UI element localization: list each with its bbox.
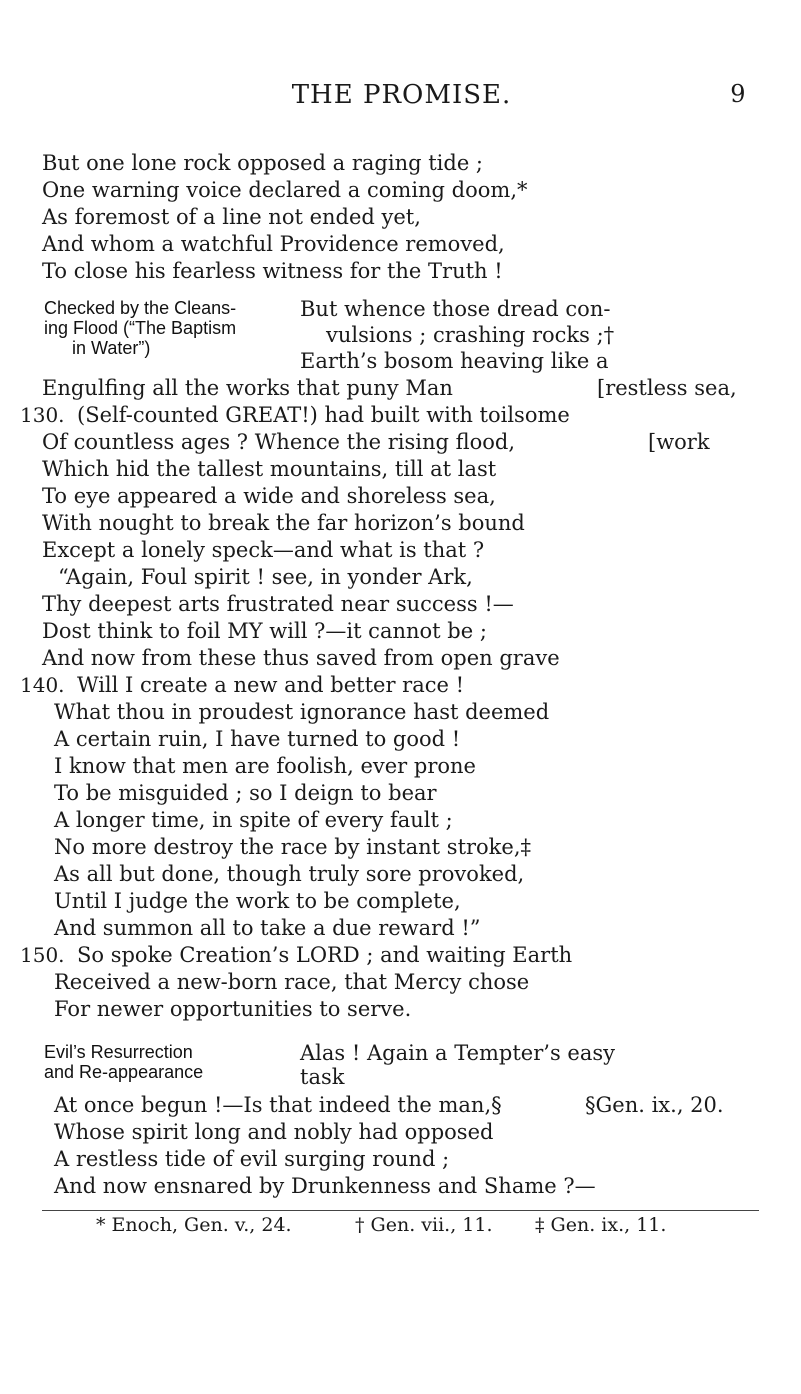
page-number: 9 [730,80,746,108]
verse-line: But one lone rock opposed a raging tide ; [42,151,483,175]
line-number: 130. [20,403,65,427]
verse-line: A restless tide of evil surging round ; [54,1147,450,1171]
verse-line: A certain ruin, I have turned to good ! [54,727,461,751]
verse-line: Will I create a new and better race ! [77,673,465,697]
line-number: 150. [20,943,65,967]
verse-line: What thou in proudest ignorance hast deemed [54,700,550,724]
verse-line: Dost think to foil MY will ?—it cannot be ; [42,619,487,643]
verse-line: Earth’s bosom heaving like a [300,349,609,373]
verse-line: As all but done, though truly sore provoked, [54,862,525,886]
verse-line: One warning voice declared a coming doom,* [42,178,528,202]
footnote: * Enoch, Gen. v., 24. [96,1214,292,1236]
line-number: 140. [20,673,65,697]
verse-line: But whence those dread con- [300,297,611,321]
verse-line: And now from these thus saved from open grave [42,646,560,670]
footnote: † Gen. vii., 11. [355,1214,493,1236]
verse-line: A longer time, in spite of every fault ; [54,808,453,832]
verse-line: So spoke Creation’s LORD ; and waiting Earth [77,943,573,967]
margin-note-line: ing Flood (“The Baptism [44,318,237,338]
verse-line: (Self-counted GREAT!) had built with toilsome [77,403,570,427]
turnover-note: [restless sea, [597,376,737,400]
margin-note-line: Checked by the Cleans- [44,298,237,318]
turnover-note: [work [648,430,710,454]
verse-line: To close his fearless witness for the Truth ! [42,259,503,283]
verse-line: And summon all to take a due reward !” [54,916,481,940]
scripture-reference: §Gen. ix., 20. [585,1093,724,1117]
verse-line: Alas ! Again a Tempter’s easy [300,1041,615,1065]
verse-line: To be misguided ; so I deign to bear [54,781,437,805]
verse-line: Engulfing all the works that puny Man [42,376,453,400]
verse-line: task [300,1065,345,1089]
verse-line: And now ensnared by Drunkenness and Shame ?— [54,1174,596,1198]
page-title: THE PROMISE. [291,80,512,110]
verse-line: “Again, Foul spirit ! see, in yonder Ark, [58,565,473,589]
verse-line: vulsions ; crashing rocks ;† [326,323,615,347]
verse-line: Until I judge the work to be complete, [54,889,461,913]
margin-note-line: and Re-appearance [44,1062,204,1082]
verse-line: Except a lonely speck—and what is that ? [42,538,485,562]
verse-line: Received a new-born race, that Mercy chose [54,970,530,994]
verse-line: At once begun !—Is that indeed the man,§ [54,1093,502,1117]
verse-line: With nought to break the far horizon’s bound [42,511,525,535]
verse-line: I know that men are foolish, ever prone [54,754,476,778]
verse-line: Of countless ages ? Whence the rising flood, [42,430,516,454]
footnote: ‡ Gen. ix., 11. [535,1214,667,1236]
verse-line: No more destroy the race by instant stroke,‡ [54,835,532,859]
margin-note-line: Evil’s Resurrection [44,1042,193,1062]
verse-line: Thy deepest arts frustrated near success !— [42,592,514,616]
verse-line: As foremost of a line not ended yet, [42,205,421,229]
verse-line: And whom a watchful Providence removed, [42,232,505,256]
verse-line: For newer opportunities to serve. [54,997,412,1021]
verse-line: To eye appeared a wide and shoreless sea, [42,484,496,508]
verse-line: Which hid the tallest mountains, till at last [42,457,497,481]
footnote-divider [42,1210,759,1211]
verse-line: Whose spirit long and nobly had opposed [54,1120,494,1144]
running-header [42,80,761,118]
margin-note-line: in Water”) [72,338,151,358]
